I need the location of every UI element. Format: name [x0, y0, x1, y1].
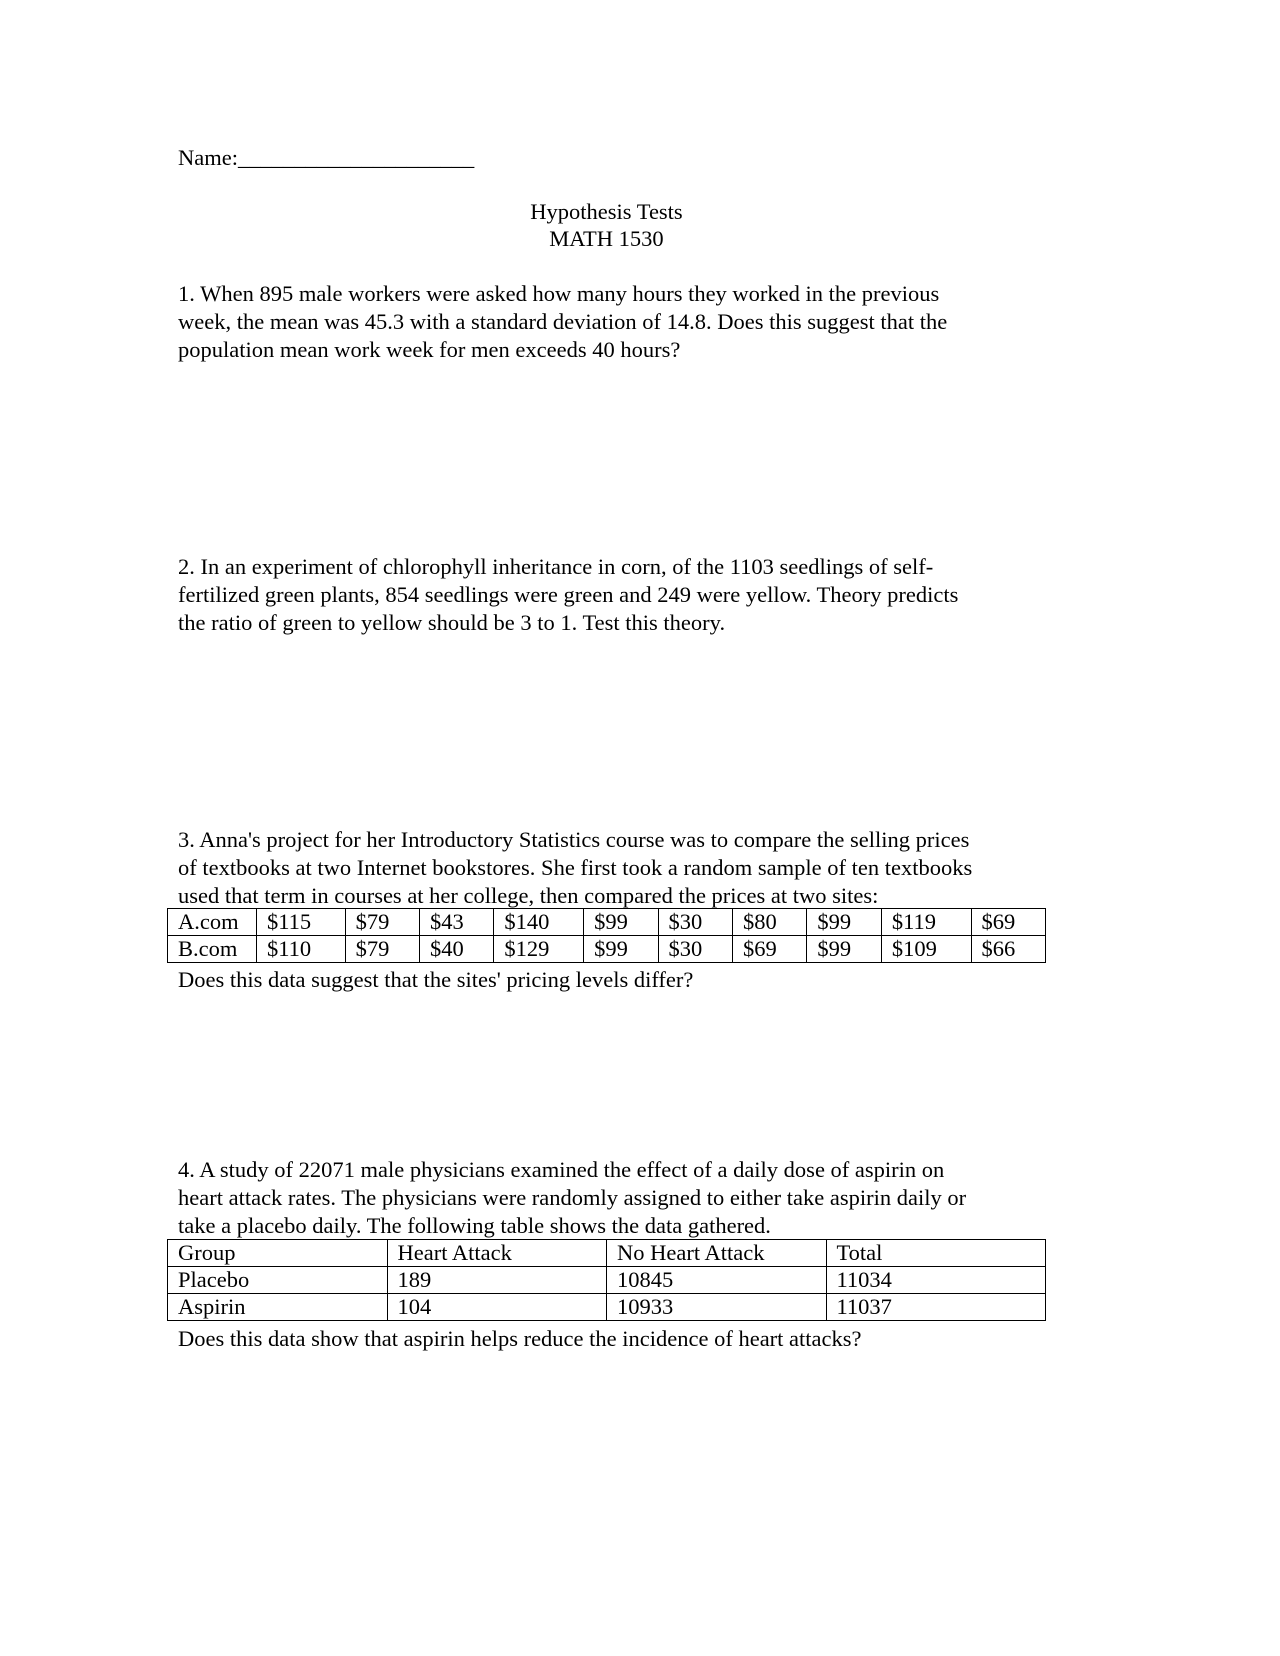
- question-2-line-2: fertilized green plants, 854 seedlings were green and 249 were yellow. Theory predicts: [178, 582, 959, 607]
- table-cell: $140: [494, 909, 584, 936]
- table-row-aspirin: [168, 1294, 1046, 1321]
- question-3-line-2: of textbooks at two Internet bookstores. She first took a random sample of ten textbooks: [178, 855, 973, 880]
- column-header-total: Total: [826, 1240, 1046, 1267]
- table-cell: $109: [881, 936, 971, 963]
- table-cell: $69: [732, 936, 806, 963]
- table-cell: $99: [807, 936, 881, 963]
- table-cell: $119: [881, 909, 971, 936]
- table-cell: B.com: [168, 936, 257, 963]
- column-header-heart-attack: Heart Attack: [387, 1240, 607, 1267]
- question-2-line-3: the ratio of green to yellow should be 3 to 1. Test this theory.: [178, 610, 726, 635]
- table-row-b-com: [168, 936, 1046, 963]
- table-cell: $129: [494, 936, 584, 963]
- question-3-line-3: used that term in courses at her college, then compared the prices at two sites:: [178, 883, 879, 908]
- table-cell: $99: [807, 909, 881, 936]
- table-cell: 10845: [607, 1267, 827, 1294]
- document-title: [0, 198, 1213, 252]
- question-1: [178, 280, 1048, 364]
- question-4-line-3: take a placebo daily. The following table shows the data gathered.: [178, 1213, 771, 1238]
- table-row-placebo: [168, 1267, 1046, 1294]
- table-cell: Placebo: [168, 1267, 388, 1294]
- table-cell: $99: [584, 936, 658, 963]
- table-cell: $110: [257, 936, 346, 963]
- column-header-no-heart-attack: No Heart Attack: [607, 1240, 827, 1267]
- name-field: [178, 144, 474, 172]
- table-cell: 10933: [607, 1294, 827, 1321]
- question-4: [178, 1156, 1048, 1240]
- table-cell: $99: [584, 909, 658, 936]
- table-cell: $30: [658, 936, 732, 963]
- question-4-line-1: 4. A study of 22071 male physicians examined the effect of a daily dose of aspirin on: [178, 1157, 945, 1182]
- table-cell: 189: [387, 1267, 607, 1294]
- table-cell: $43: [420, 909, 494, 936]
- title-course: MATH 1530: [549, 226, 664, 251]
- column-header-group: Group: [168, 1240, 388, 1267]
- table-cell: $80: [732, 909, 806, 936]
- table-cell: $66: [971, 936, 1045, 963]
- table-cell: $79: [345, 909, 419, 936]
- question-4-follow-up: Does this data show that aspirin helps reduce the incidence of heart attacks?: [178, 1326, 862, 1351]
- aspirin-study-table: [167, 1239, 1046, 1321]
- textbook-price-table: [167, 908, 1046, 963]
- question-2: [178, 553, 1048, 637]
- question-4-line-2: heart attack rates. The physicians were randomly assigned to either take aspirin daily or: [178, 1185, 967, 1210]
- table-cell: $40: [420, 936, 494, 963]
- question-3-line-1: 3. Anna's project for her Introductory Statistics course was to compare the selling prices: [178, 827, 970, 852]
- question-3-follow-up: Does this data suggest that the sites' pricing levels differ?: [178, 967, 694, 992]
- question-1-line-1: 1. When 895 male workers were asked how many hours they worked in the previous: [178, 281, 940, 306]
- table-cell: 11037: [826, 1294, 1046, 1321]
- table-cell: A.com: [168, 909, 257, 936]
- table-cell: $79: [345, 936, 419, 963]
- table-row-a-com: [168, 909, 1046, 936]
- name-blank-line: _____________________: [237, 145, 475, 170]
- question-1-line-2: week, the mean was 45.3 with a standard deviation of 14.8. Does this suggest that the: [178, 309, 948, 334]
- table-cell: Aspirin: [168, 1294, 388, 1321]
- table-cell: 11034: [826, 1267, 1046, 1294]
- title-line-1: Hypothesis Tests: [530, 199, 683, 224]
- name-label: Name:: [178, 145, 238, 170]
- question-3: [178, 826, 1048, 910]
- table-header-row: [168, 1240, 1046, 1267]
- table-cell: $115: [257, 909, 346, 936]
- question-2-line-1: 2. In an experiment of chlorophyll inheritance in corn, of the 1103 seedlings of self-: [178, 554, 934, 579]
- table-cell: 104: [387, 1294, 607, 1321]
- table-cell: $30: [658, 909, 732, 936]
- question-1-line-3: population mean work week for men exceeds 40 hours?: [178, 337, 681, 362]
- table-cell: $69: [971, 909, 1045, 936]
